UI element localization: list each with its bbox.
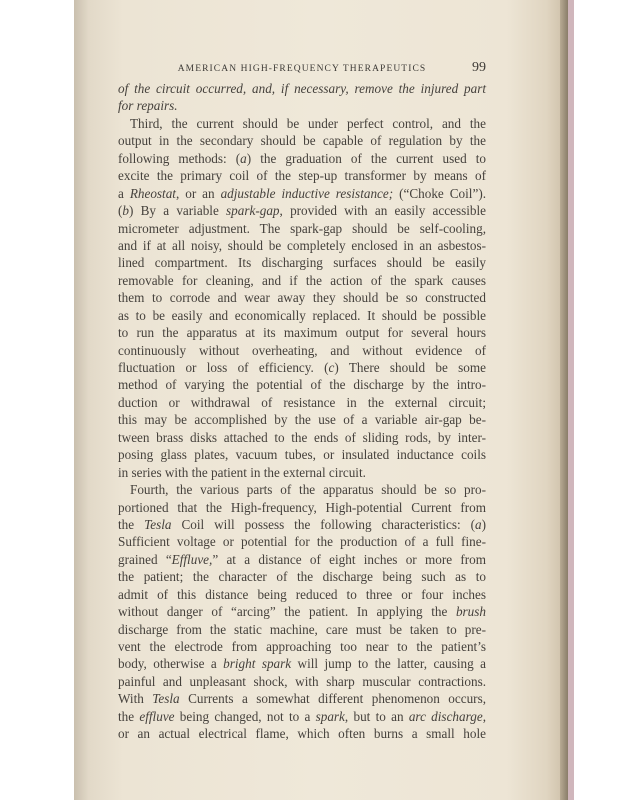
text-line bbox=[118, 359, 486, 376]
text-line bbox=[118, 446, 486, 463]
italic-text-segment: of the circuit occurred, and, if necessary, remove the injured part bbox=[118, 81, 486, 96]
text-segment: , or an bbox=[175, 185, 221, 201]
text-segment: grained “ bbox=[118, 551, 172, 567]
italic-text-segment: spark-gap bbox=[226, 203, 280, 219]
text-line bbox=[118, 690, 486, 707]
italic-text-segment: c bbox=[328, 360, 335, 375]
text-line bbox=[118, 80, 486, 97]
text-segment: With bbox=[118, 691, 153, 707]
text-line bbox=[118, 185, 486, 202]
text-line bbox=[118, 411, 486, 428]
text-line bbox=[118, 586, 486, 603]
text-segment: fluctuation or loss of efficiency. ( bbox=[118, 360, 329, 375]
text-segment: this may be accomplished by the use of a variable air-gap be- bbox=[118, 412, 486, 428]
text-line bbox=[118, 533, 486, 550]
text-line bbox=[118, 673, 486, 690]
page-edge-tint bbox=[568, 0, 574, 800]
text-line bbox=[118, 115, 486, 132]
text-segment: Coil will possess the following characteristics: ( bbox=[171, 516, 475, 532]
text-segment: being changed, not to a bbox=[174, 708, 316, 724]
text-line bbox=[118, 202, 486, 219]
page-number: 99 bbox=[472, 60, 486, 75]
text-segment: , provided with an easily accessible bbox=[279, 203, 486, 219]
text-segment: micrometer adjustment. The spark-gap should be self-cooling, bbox=[118, 220, 486, 236]
text-segment: lined compartment. Its discharging surfaces should be easily bbox=[118, 255, 486, 271]
text-segment: , bbox=[482, 708, 486, 724]
text-segment: ) the graduation of the current used to bbox=[246, 150, 487, 166]
text-segment: ) By a variable bbox=[129, 203, 227, 219]
text-segment: painful and unpleasant shock, with sharp muscular contractions. bbox=[118, 673, 486, 689]
text-segment: ) There should be some bbox=[334, 360, 486, 375]
text-segment: body, otherwise a bbox=[118, 656, 224, 672]
italic-text-segment: Tesla bbox=[152, 691, 180, 707]
text-segment: or an actual electrical flame, which often burns a small hole bbox=[118, 726, 486, 742]
text-segment: tween brass disks attached to the ends of sliding rods, by inter- bbox=[118, 429, 486, 445]
italic-text-segment: brush bbox=[455, 604, 486, 620]
text-segment: and if at all noisy, should be completely enclosed in an asbestos- bbox=[118, 237, 486, 253]
text-line bbox=[118, 376, 486, 393]
page-edge-shadow bbox=[560, 0, 568, 800]
text-segment: , but to an bbox=[344, 708, 409, 724]
text-segment: as to be easily and economically replaced. It should be possible bbox=[118, 307, 486, 323]
text-segment: method of varying the potential of the discharge by the intro- bbox=[118, 377, 486, 393]
text-segment: (“Choke Coil”). bbox=[393, 185, 487, 201]
text-line bbox=[118, 551, 486, 568]
text-line bbox=[118, 621, 486, 638]
text-segment: to run the apparatus at its maximum output for several hours bbox=[118, 325, 486, 341]
text-line bbox=[118, 603, 486, 620]
text-segment: vent the electrode from approaching too near to the patient’s bbox=[118, 639, 486, 654]
text-line bbox=[118, 638, 486, 655]
text-segment: in series with the patient in the external circuit. bbox=[118, 464, 366, 480]
italic-text-segment: Tesla bbox=[144, 516, 172, 532]
text-segment: a bbox=[118, 185, 130, 201]
text-line bbox=[118, 394, 486, 411]
text-segment: posing glass plates, vacuum tubes, or insulated inductance coils bbox=[118, 447, 486, 463]
italic-text-segment: Effluve, bbox=[171, 551, 213, 567]
text-line bbox=[118, 464, 486, 481]
italic-text-segment: spark bbox=[315, 708, 345, 724]
text-line bbox=[118, 499, 486, 516]
text-segment: the bbox=[118, 516, 145, 532]
text-line bbox=[118, 272, 486, 289]
italic-text-segment: Rheostat bbox=[129, 185, 176, 201]
text-segment: removable for cleaning, and if the action of the spark causes bbox=[118, 272, 486, 288]
running-header bbox=[118, 60, 486, 80]
italic-text-segment: a bbox=[474, 516, 482, 532]
text-segment: them to corrode and wear away they should be so constructed bbox=[118, 290, 486, 306]
italic-text-segment: adjustable inductive resistance; bbox=[220, 185, 394, 201]
text-line bbox=[118, 220, 486, 237]
text-line bbox=[118, 725, 486, 742]
text-segment: ) bbox=[481, 516, 486, 532]
text-segment: the patient; the character of the discharge being such as to bbox=[118, 569, 486, 585]
text-line bbox=[118, 254, 486, 271]
text-line bbox=[118, 429, 486, 446]
text-segment: Sufficient voltage or potential for the production of a full fine- bbox=[118, 534, 486, 550]
italic-text-segment: a bbox=[240, 150, 247, 166]
text-segment: portioned that the High-frequency, High-potential Current from bbox=[118, 499, 486, 515]
text-line bbox=[118, 516, 486, 533]
text-line bbox=[118, 167, 486, 184]
text-segment: the bbox=[118, 708, 140, 724]
text-segment: output in the secondary should be capable of regulation by the bbox=[118, 133, 486, 149]
text-line bbox=[118, 289, 486, 306]
running-header-title: AMERICAN HIGH-FREQUENCY THERAPEUTICS bbox=[177, 64, 427, 74]
text-segment: continuously without overheating, and without evidence of bbox=[118, 342, 486, 358]
text-line bbox=[118, 708, 486, 725]
italic-text-segment: arc discharge bbox=[408, 708, 483, 724]
text-segment: will jump to the latter, causing a bbox=[291, 656, 487, 672]
italic-text-segment: for repairs. bbox=[118, 98, 178, 114]
text-line bbox=[118, 655, 486, 672]
text-segment: discharge from the static machine, care must be taken to pre- bbox=[118, 621, 486, 637]
text-line bbox=[118, 132, 486, 149]
text-line bbox=[118, 307, 486, 324]
text-segment: without danger of “arcing” the patient. In applying the bbox=[118, 604, 456, 620]
text-segment: following methods: ( bbox=[118, 150, 241, 166]
text-segment: ( bbox=[118, 203, 123, 219]
text-line bbox=[118, 237, 486, 254]
body-text bbox=[118, 80, 486, 743]
text-segment: duction or withdrawal of resistance in the external circuit; bbox=[118, 394, 486, 410]
italic-text-segment: bright spark bbox=[223, 656, 292, 672]
text-line bbox=[118, 568, 486, 585]
text-line bbox=[118, 324, 486, 341]
italic-text-segment: effluve bbox=[139, 708, 175, 724]
text-segment: excite the primary coil of the step-up transformer by means of bbox=[118, 168, 486, 184]
text-segment: Third, the current should be under perfect control, and the bbox=[130, 115, 486, 131]
text-line bbox=[118, 150, 486, 167]
italic-text-segment: b bbox=[122, 203, 129, 219]
text-segment: Currents a somewhat different phenomenon occurs, bbox=[179, 691, 487, 707]
text-line bbox=[118, 97, 486, 114]
text-line bbox=[118, 481, 486, 498]
text-segment: ” at a distance of eight inches or more from bbox=[212, 551, 486, 567]
text-line bbox=[118, 342, 486, 359]
text-segment: Fourth, the various parts of the apparatus should be so pro- bbox=[130, 482, 486, 498]
text-segment: admit of this distance being reduced to three or four inches bbox=[118, 586, 486, 602]
